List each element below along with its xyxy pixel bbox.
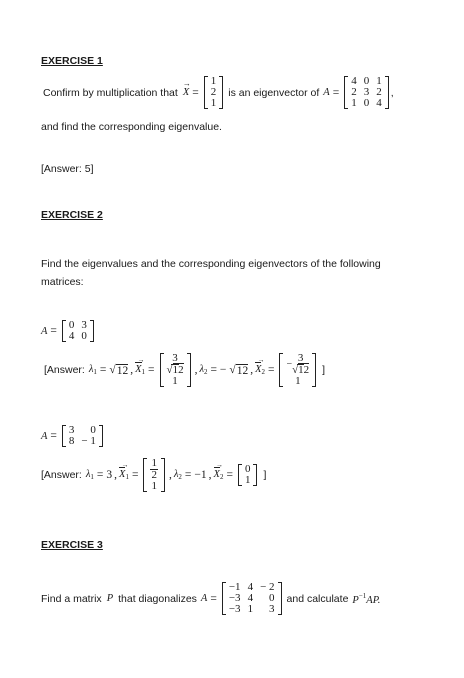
exercise-3-statement: Find a matrix P that diagonalizes A = −1 −3 −3 4 4 1 − 2 0 3 and calculate $P^{-1}AP$.: [41, 581, 381, 615]
x-vector-symbol: → X: [183, 87, 189, 98]
matrix-a-ex3: −1 −3 −3 4 4 1 − 2 0 3: [222, 582, 282, 615]
eigvec-text: is an eigenvector of: [228, 86, 320, 99]
exercise-1-find-eigenvalue: and find the corresponding eigenvalue.: [41, 121, 222, 133]
exercise-2-heading: EXERCISE 2: [41, 209, 103, 221]
exercise-1-heading: EXERCISE 1: [41, 55, 103, 67]
eigenvector-x2-ex2a: − $\frac{3}{√12}$ 1: [279, 353, 316, 387]
exercise-2-line-2: matrices:: [41, 276, 84, 288]
exercise-2-matrix-2: A = 3 8 0 − 1: [41, 425, 105, 447]
confirm-text: Confirm by multiplication that: [43, 86, 178, 99]
matrix-2x2-first: 0 4 3 0: [62, 320, 94, 342]
eigenvector-x2-ex2b: 0 1: [238, 464, 258, 486]
matrix-a-ex1: 4 2 1 0 3 0 1 2 4: [344, 76, 389, 109]
exercise-1-answer: [Answer: 5]: [41, 163, 94, 175]
exercise-3-heading: EXERCISE 3: [41, 539, 103, 551]
exercise-1-statement: Confirm by multiplication that → X = 1 2 1 is an eigenvector of A = 4 2 1 0 3 0 1 2 4 ,: [43, 76, 394, 109]
x-vector-matrix: 1 2 1: [204, 76, 224, 109]
eigenvector-x1-ex2b: $\frac{1}{2}$ 1: [143, 458, 165, 492]
matrix-2x2-second: 3 8 0 − 1: [62, 425, 103, 447]
exercise-2-line-1: Find the eigenvalues and the corresponding eigenvectors of the following: [41, 258, 381, 270]
eigenvector-x1-ex2a: $\frac{3}{√12}$ 1: [160, 353, 191, 387]
exercise-2-answer-1: [Answer: $\lambda_1$ = √ 12 , $X \to_1$ = $\frac{3}{√12}$ 1 , $\lambda_2$ = − √ 12 , $X \to_2$ = − $\frac{3}{√12}$ 1 ]: [44, 353, 325, 387]
exercise-2-matrix-1: A = 0 4 3 0: [41, 320, 96, 342]
exercise-2-answer-2: [Answer: $\lambda_1$ = 3 , $X \to_1$ = $\frac{1}{2}$ 1 , $\lambda_2$ = −1 , $X \to_2$ = 0 1 ]: [41, 458, 266, 492]
